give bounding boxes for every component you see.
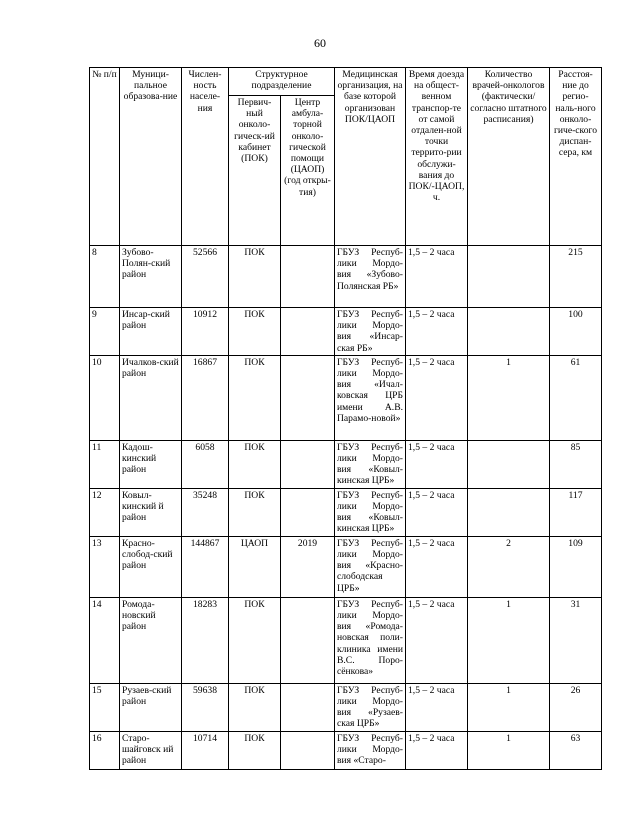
row-distance: 109	[550, 536, 602, 597]
row-district: Рузаев-ский район	[120, 683, 182, 731]
row-population: 52566	[182, 246, 229, 308]
row-distance: 85	[550, 440, 602, 488]
row-oncologists	[468, 488, 550, 536]
header-distance: Расстоя-ние до регио-наль-ного онколо-гиче-ского диспан-сера, км	[550, 68, 602, 246]
row-organization: ГБУЗ Респуб-лики Мордо-вия «Красно-слободская ЦРБ»	[335, 536, 406, 597]
row-num: 12	[90, 488, 120, 536]
row-travel-time: 1,5 – 2 часа	[406, 488, 468, 536]
row-pok: ПОК	[229, 488, 281, 536]
table-row	[90, 308, 602, 356]
row-pok: ПОК	[229, 731, 281, 769]
row-caop: 2019	[281, 536, 335, 597]
header-structural-unit: Структурное подразделение	[229, 68, 335, 96]
header-caop: Центр амбула-торной онколо-гической помощи (ЦАОП) (год откры-тия)	[281, 96, 335, 246]
row-organization: ГБУЗ Респуб-лики Мордо-вия «Ромода-новская поли-клиника имени В.С. Поро-сёнкова»	[335, 597, 406, 683]
header-population: Числен-ность населе-ния	[182, 68, 229, 246]
table-row	[90, 683, 602, 731]
table-row	[90, 246, 602, 308]
row-organization: ГБУЗ Респуб-лики Мордо-вия «Зубово-Полянская РБ»	[335, 246, 406, 308]
row-district: Ичалков-ский район	[120, 355, 182, 440]
row-oncologists	[468, 440, 550, 488]
row-oncologists: 1	[468, 355, 550, 440]
row-distance: 31	[550, 597, 602, 683]
table-row	[90, 488, 602, 536]
row-oncologists: 1	[468, 731, 550, 769]
row-population: 10912	[182, 308, 229, 356]
row-organization: ГБУЗ Респуб-лики Мордо-вия «Ичал-ковская ЦРБ имени А.В. Парамо-новой»	[335, 355, 406, 440]
row-caop	[281, 308, 335, 356]
row-population: 35248	[182, 488, 229, 536]
row-distance: 61	[550, 355, 602, 440]
table-row	[90, 597, 602, 683]
row-caop	[281, 355, 335, 440]
header-num: № п/п	[90, 68, 120, 246]
row-travel-time: 1,5 – 2 часа	[406, 536, 468, 597]
row-oncologists: 2	[468, 536, 550, 597]
row-pok: ЦАОП	[229, 536, 281, 597]
row-caop	[281, 731, 335, 769]
row-distance: 26	[550, 683, 602, 731]
row-pok: ПОК	[229, 440, 281, 488]
header-oncologists-count: Количество врачей-онкологов (фактически/ согласно штатного расписания)	[468, 68, 550, 246]
row-num: 8	[90, 246, 120, 308]
row-num: 9	[90, 308, 120, 356]
row-caop	[281, 440, 335, 488]
row-num: 14	[90, 597, 120, 683]
row-travel-time: 1,5 – 2 часа	[406, 246, 468, 308]
row-organization: ГБУЗ Респуб-лики Мордо-вия «Рузаев-ская ЦРБ»	[335, 683, 406, 731]
row-organization: ГБУЗ Респуб-лики Мордо-вия «Старо-	[335, 731, 406, 769]
row-organization: ГБУЗ Респуб-лики Мордо-вия «Инсар-ская РБ»	[335, 308, 406, 356]
table-row	[90, 355, 602, 440]
row-num: 10	[90, 355, 120, 440]
row-num: 15	[90, 683, 120, 731]
header-medical-organization: Медицинская организация, на базе которой организован ПОК/ЦАОП	[335, 68, 406, 246]
row-pok: ПОК	[229, 246, 281, 308]
row-district: Ромода-новский район	[120, 597, 182, 683]
row-oncologists: 1	[468, 597, 550, 683]
row-oncologists	[468, 308, 550, 356]
row-travel-time: 1,5 – 2 часа	[406, 308, 468, 356]
table-row	[90, 536, 602, 597]
row-distance: 63	[550, 731, 602, 769]
row-num: 11	[90, 440, 120, 488]
row-travel-time: 1,5 – 2 часа	[406, 597, 468, 683]
row-population: 18283	[182, 597, 229, 683]
row-district: Кадош-кинский район	[120, 440, 182, 488]
row-distance: 100	[550, 308, 602, 356]
row-pok: ПОК	[229, 597, 281, 683]
row-population: 10714	[182, 731, 229, 769]
table-row	[90, 440, 602, 488]
row-population: 6058	[182, 440, 229, 488]
row-distance: 215	[550, 246, 602, 308]
row-district: Зубово-Полян-ский район	[120, 246, 182, 308]
row-travel-time: 1,5 – 2 часа	[406, 440, 468, 488]
row-num: 16	[90, 731, 120, 769]
oncology-units-table	[89, 67, 602, 770]
row-pok: ПОК	[229, 355, 281, 440]
row-district: Инсар-ский район	[120, 308, 182, 356]
row-oncologists	[468, 246, 550, 308]
row-caop	[281, 488, 335, 536]
row-district: Ковыл-кинский й район	[120, 488, 182, 536]
row-organization: ГБУЗ Респуб-лики Мордо-вия «Ковыл-кинская ЦРБ»	[335, 488, 406, 536]
row-pok: ПОК	[229, 308, 281, 356]
row-num: 13	[90, 536, 120, 597]
row-travel-time: 1,5 – 2 часа	[406, 731, 468, 769]
row-population: 16867	[182, 355, 229, 440]
row-caop	[281, 597, 335, 683]
row-district: Красно-слобод-ский район	[120, 536, 182, 597]
header-pok: Первич-ный онколо-гическ-ий кабинет (ПОК)	[229, 96, 281, 246]
row-travel-time: 1,5 – 2 часа	[406, 683, 468, 731]
row-distance: 117	[550, 488, 602, 536]
row-organization: ГБУЗ Респуб-лики Мордо-вия «Ковыл-кинская ЦРБ»	[335, 440, 406, 488]
header-municipality: Муници-пальное образова-ние	[120, 68, 182, 246]
row-population: 59638	[182, 683, 229, 731]
header-travel-time: Время доезда на общест-венном транспор-те от самой отдален-ной точки террито-рии обслужи-вания до ПОК/-ЦАОП, ч.	[406, 68, 468, 246]
row-district: Старо-шайговск ий район	[120, 731, 182, 769]
row-oncologists: 1	[468, 683, 550, 731]
page-number: 60	[314, 36, 326, 50]
row-travel-time: 1,5 – 2 часа	[406, 355, 468, 440]
row-population: 144867	[182, 536, 229, 597]
row-caop	[281, 683, 335, 731]
table-row	[90, 731, 602, 769]
row-pok: ПОК	[229, 683, 281, 731]
row-caop	[281, 246, 335, 308]
